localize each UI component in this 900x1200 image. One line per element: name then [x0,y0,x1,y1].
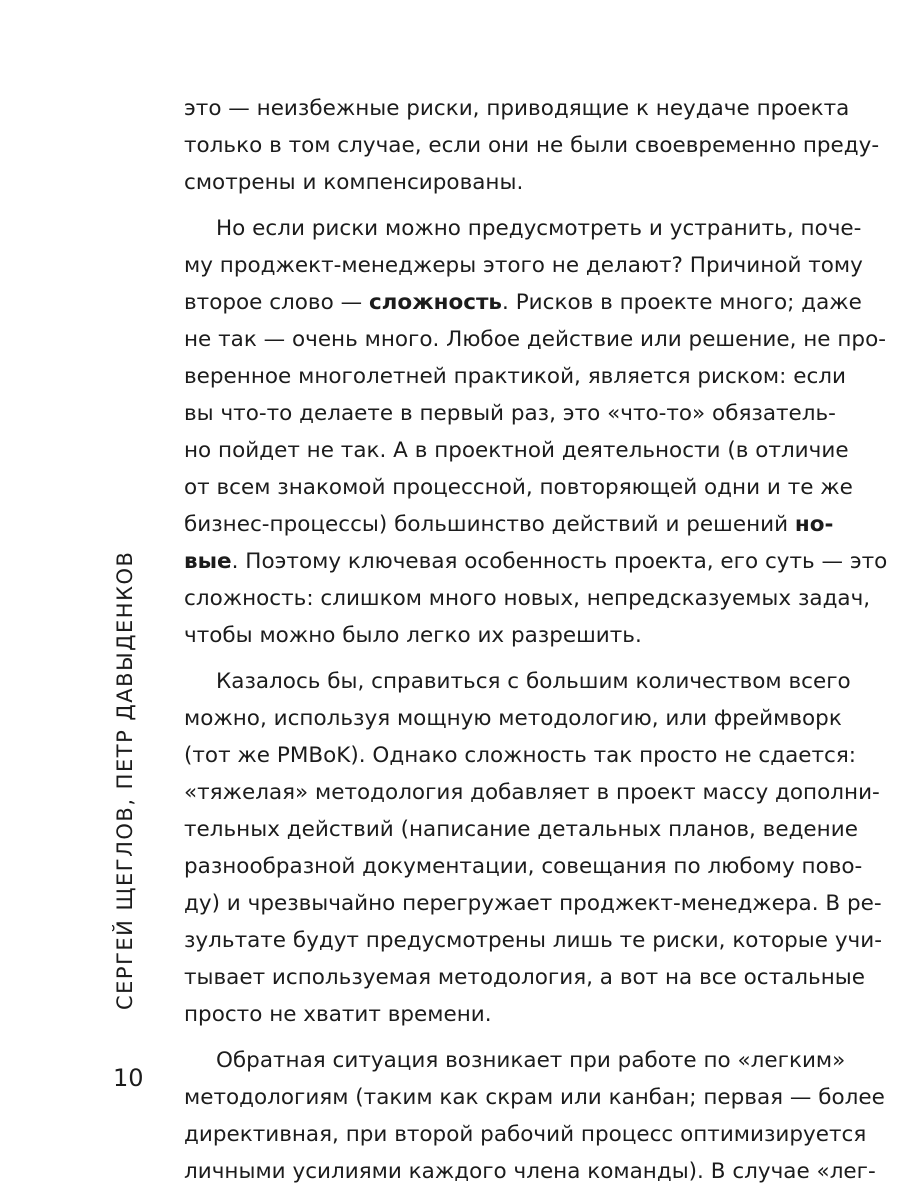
text-line: разнообразной документации, совещания по любому пово- [184,854,863,879]
text-column [184,90,888,1190]
paragraph [184,663,882,1033]
text-line: директивная, при второй рабочий процесс оптимизируется [184,1122,867,1147]
text-line [184,284,862,321]
text-line: просто не хватит времени. [184,1002,492,1027]
text-line: тельных действий (написание детальных планов, ведение [184,817,858,842]
text-line: веренное многолетней практикой, является риском: если [184,364,846,389]
text-line: «тяжелая» методология добавляет в проект массу дополни- [184,780,880,805]
text-line: сложность: слишком много новых, непредсказуемых задач, [184,586,871,611]
bold-term: сложность [368,290,503,315]
text-line: только в том случае, если они не были своевременно преду- [184,133,880,158]
text-line: Казалось бы, справиться с большим количеством всего [216,669,851,694]
text-line: Но если риски можно предусмотреть и устранить, поче- [216,216,862,241]
text-run: . Рисков в проекте много; даже [502,290,862,315]
text-run: . Поэтому ключевая особенность проекта, его суть — это [231,549,888,574]
paragraph [184,1042,885,1190]
bold-term: но- [794,512,834,537]
text-line: ду) и чрезвычайно перегружает проджект-менеджера. В ре- [184,891,882,916]
text-line: не так — очень много. Любое действие или решение, не про- [184,327,886,352]
text-line: вы что-то делаете в первый раз, это «что-то» обязатель- [184,401,836,426]
text-line: (тот же PMBoK). Однако сложность так просто не сдается: [184,743,857,768]
text-line: зультате будут предусмотрены лишь те риски, которые учи- [184,928,882,953]
text-line: му проджект-менеджеры этого не делают? Причиной тому [184,253,863,278]
running-head-authors: СЕРГЕЙ ЩЕГЛОВ, ПЕТР ДАВЫДЕНКОВ [113,550,137,1010]
text-run: бизнес-процессы) большинство действий и решений [184,512,795,537]
text-line: Обратная ситуация возникает при работе по «легким» [216,1048,846,1073]
text-line: от всем знакомой процессной, повторяющей одни и те же [184,475,853,500]
text-line [184,506,834,543]
text-line [184,543,888,580]
text-line: можно, используя мощную методологию, или фреймворк [184,706,842,731]
paragraph [184,210,888,654]
bold-term: вые [184,549,232,574]
text-run: второе слово — [184,290,369,315]
text-line: смотрены и компенсированы. [184,170,524,195]
paragraph [184,90,880,201]
text-line: тывает используемая методология, а вот на все остальные [184,965,865,990]
text-line: методологиям (таким как скрам или канбан; первая — более [184,1085,885,1110]
text-line: чтобы можно было легко их разрешить. [184,623,642,648]
text-line: но пойдет не так. А в проектной деятельности (в отличие [184,438,849,463]
text-line: личными усилиями каждого члена команды). В случае «лег- [184,1159,876,1184]
page-number: 10 [113,1064,144,1092]
text-line: это — неизбежные риски, приводящие к неудаче проекта [184,96,850,121]
